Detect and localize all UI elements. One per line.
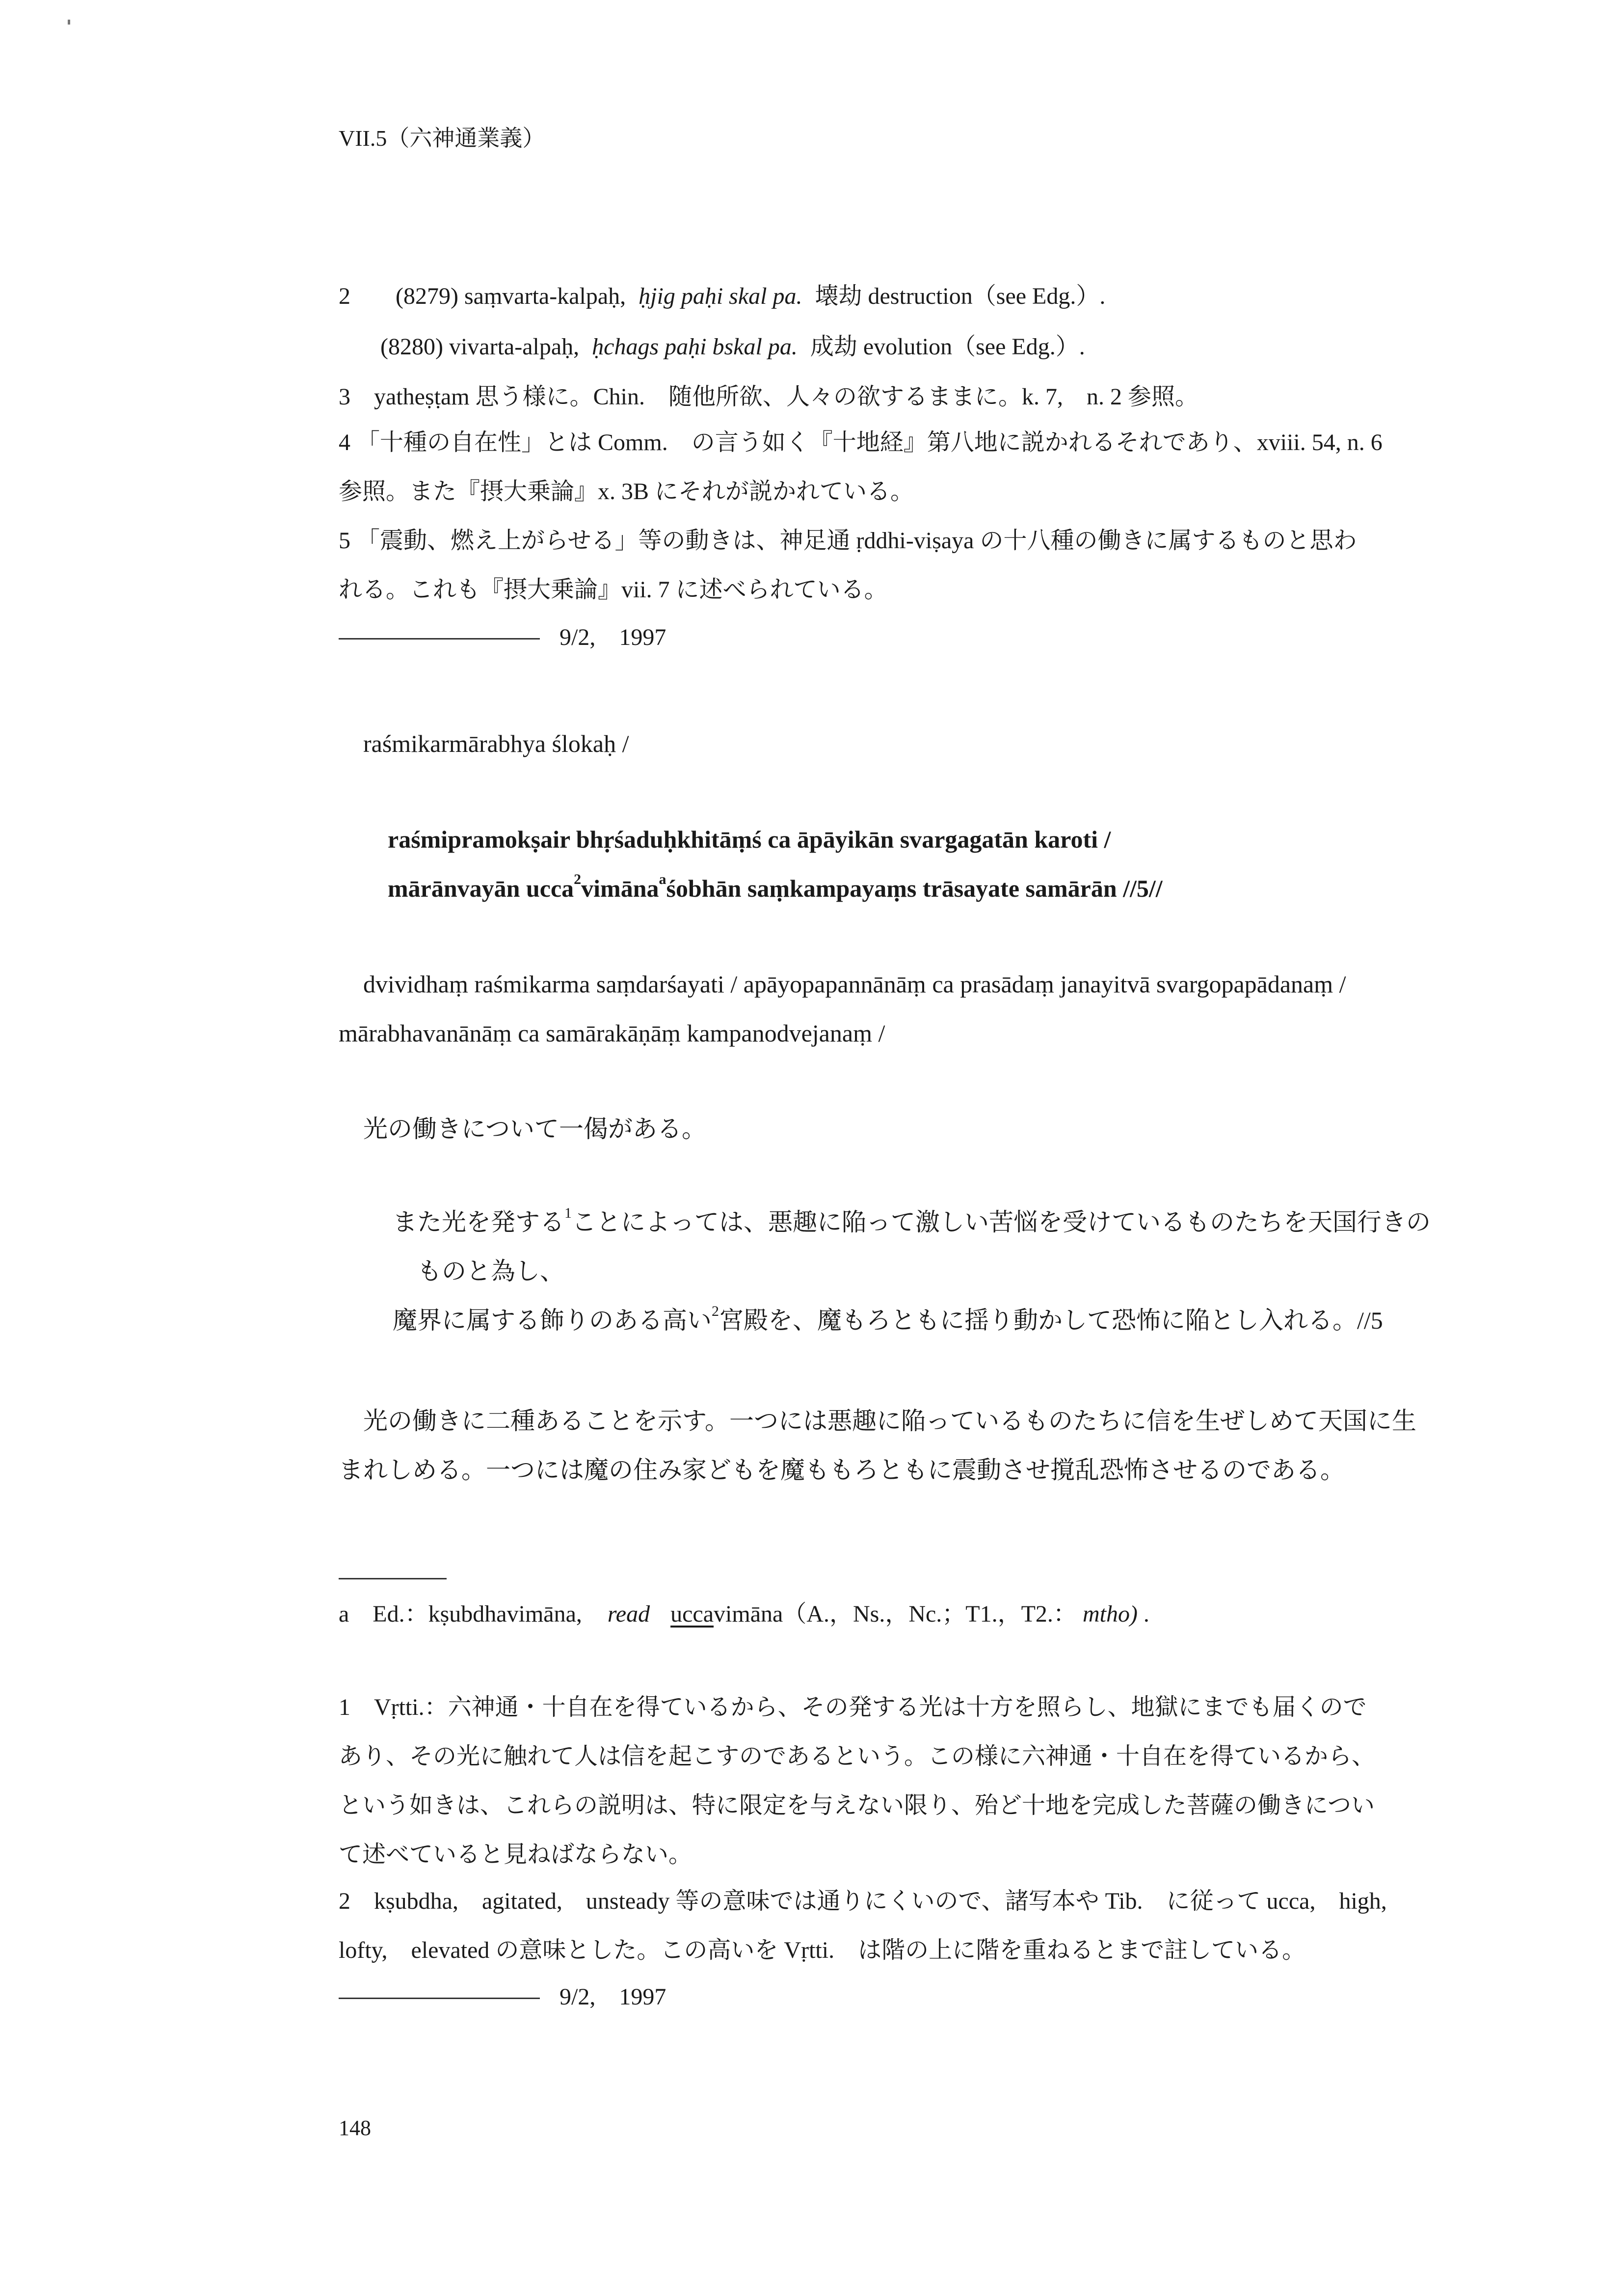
note-5-line2: れる。これも『摂大乗論』vii. 7 に述べられている。: [339, 577, 888, 603]
note-2b-line1: 2 kṣubdha, agitated, unsteady 等の意味では通りにくいので、諸写本や Tib. に従って ucca, high,: [339, 1888, 1387, 1914]
jp-intro: 光の働きについて一偈がある。: [363, 1115, 706, 1143]
footnote-a-read: read: [607, 1601, 650, 1627]
jp-commentary-line2: まれしめる。一つには魔の住み家どもを魔ももろともに震動させ撹乱恐怖させるのである。: [339, 1456, 1345, 1484]
footnote-separator: [339, 1578, 447, 1579]
footnote-a: [339, 1602, 1149, 1626]
jp-verse-l1a: また光を発する: [393, 1208, 564, 1236]
jp-verse-l3a: 魔界に属する飾りのある高い: [393, 1307, 712, 1334]
verse-sup-2: 2: [574, 871, 582, 887]
note-2b: [380, 335, 1085, 359]
note-2b-line2: lofty, elevated の意味とした。この高いを Vṛtti. は階の上に階を重ねるとまで註している。: [339, 1937, 1306, 1963]
footnote-a-rest: vimāna（A.，Ns.，Nc.；T1.，T2.：: [714, 1601, 1077, 1627]
note-2a-ref: (8279): [396, 283, 458, 309]
jp-verse-l3b: 宮殿を、魔もろともに揺り動かして恐怖に陥とし入れる。//5: [719, 1307, 1383, 1334]
note-2a-tib: ḥjig paḥi skal pa.: [639, 283, 802, 309]
note-1-line1: 1 Vṛtti.：六神通・十自在を得ているから、その発する光は十方を照らし、地獄にまでも届くので: [339, 1694, 1367, 1720]
footnote-a-lead: a Ed.：kṣubdhavimāna,: [339, 1601, 582, 1627]
note-1-line3: という如きは、これらの説明は、特に限定を与えない限り、殆ど十地を完成した菩薩の働きについ: [339, 1792, 1375, 1818]
commentary-line2: mārabhavanānāṃ ca samārakāṇāṃ kampanodvejanaṃ /: [339, 1019, 885, 1047]
date-rule-top: [339, 638, 540, 640]
note-4-line1: 4 「十種の自在性」とは Comm. の言う如く『十地経』第八地に説かれるそれであり、xviii. 54, n. 6: [339, 429, 1383, 455]
note-2b-ref: (8280): [380, 334, 443, 360]
commentary-line1: dvividhaṃ raśmikarma saṃdarśayati / apāyopapannānāṃ ca prasādaṃ janayitvā svargopapādanaṃ /: [363, 970, 1346, 998]
note-2a-num: 2: [339, 283, 350, 309]
running-header: VII.5（六神通業義）: [339, 126, 545, 151]
jp-verse-line3: [393, 1303, 1383, 1334]
note-1-line2: あり、その光に触れて人は信を起こすのであるという。この様に六神通・十自在を得ているから、: [339, 1743, 1376, 1769]
note-2b-rest: 成劫 evolution（see Edg.）.: [810, 334, 1085, 360]
jp-verse-line2: ものと為し、: [417, 1257, 564, 1285]
note-2a: [339, 285, 1105, 308]
date-bottom: 9/2, 1997: [559, 1984, 666, 2010]
page-number: 148: [339, 2116, 371, 2140]
footnote-a-word: ucca: [670, 1601, 714, 1627]
sanskrit-verse-line1: raśmipramokṣair bhṛśaduḥkhitāṃś ca āpāyikān svargagatān karoti /: [388, 826, 1111, 853]
note-2a-rest: 壊劫 destruction（see Edg.）.: [815, 283, 1106, 309]
sanskrit-intro: raśmikarmārabhya ślokaḥ /: [363, 730, 629, 757]
note-2b-tib: ḥchags paḥi bskal pa.: [592, 334, 798, 360]
note-3: 3 yatheṣṭam 思う様に。Chin. 随他所欲、人々の欲するままに。k. 7, n. 2 参照。: [339, 384, 1198, 410]
note-5-line1: 5 「震動、燃え上がらせる」等の動きは、神足通 ṛddhi-viṣaya の十八種の働きに属するものと思わ: [339, 528, 1357, 554]
jp-verse-l1b: ことによっては、悪趣に陥って激しい苦悩を受けているものたちを天国行きの: [572, 1208, 1431, 1236]
footnote-a-mtho: mtho): [1082, 1601, 1138, 1627]
jp-verse-sup-1: 1: [564, 1205, 572, 1221]
jp-commentary-line1: 光の働きに二種あることを示す。一つには悪趣に陥っているものたちに信を生ぜしめて天国に生: [363, 1407, 1416, 1435]
verse-l2b: vimāna: [581, 875, 659, 902]
footnote-a-end: .: [1143, 1601, 1149, 1627]
note-2b-skt: vivarta-alpaḥ,: [449, 334, 580, 360]
jp-verse-line1: [393, 1205, 1431, 1236]
verse-l2a: mārānvayān ucca: [388, 875, 574, 902]
note-2a-skt: saṃvarta-kalpaḥ,: [464, 283, 626, 309]
scan-speck: [68, 20, 70, 25]
sanskrit-verse-line2: [388, 871, 1163, 902]
verse-sup-a: a: [659, 871, 666, 887]
date-top: 9/2, 1997: [559, 624, 666, 650]
verse-l2c: śobhān saṃkampayaṃs trāsayate samārān //5//: [666, 875, 1163, 902]
note-4-line2: 参照。また『摂大乗論』x. 3B にそれが説かれている。: [339, 479, 914, 505]
jp-verse-sup-2: 2: [712, 1303, 719, 1319]
date-rule-bottom: [339, 1998, 540, 1999]
note-1-line4: て述べていると見ねばならない。: [339, 1842, 692, 1868]
